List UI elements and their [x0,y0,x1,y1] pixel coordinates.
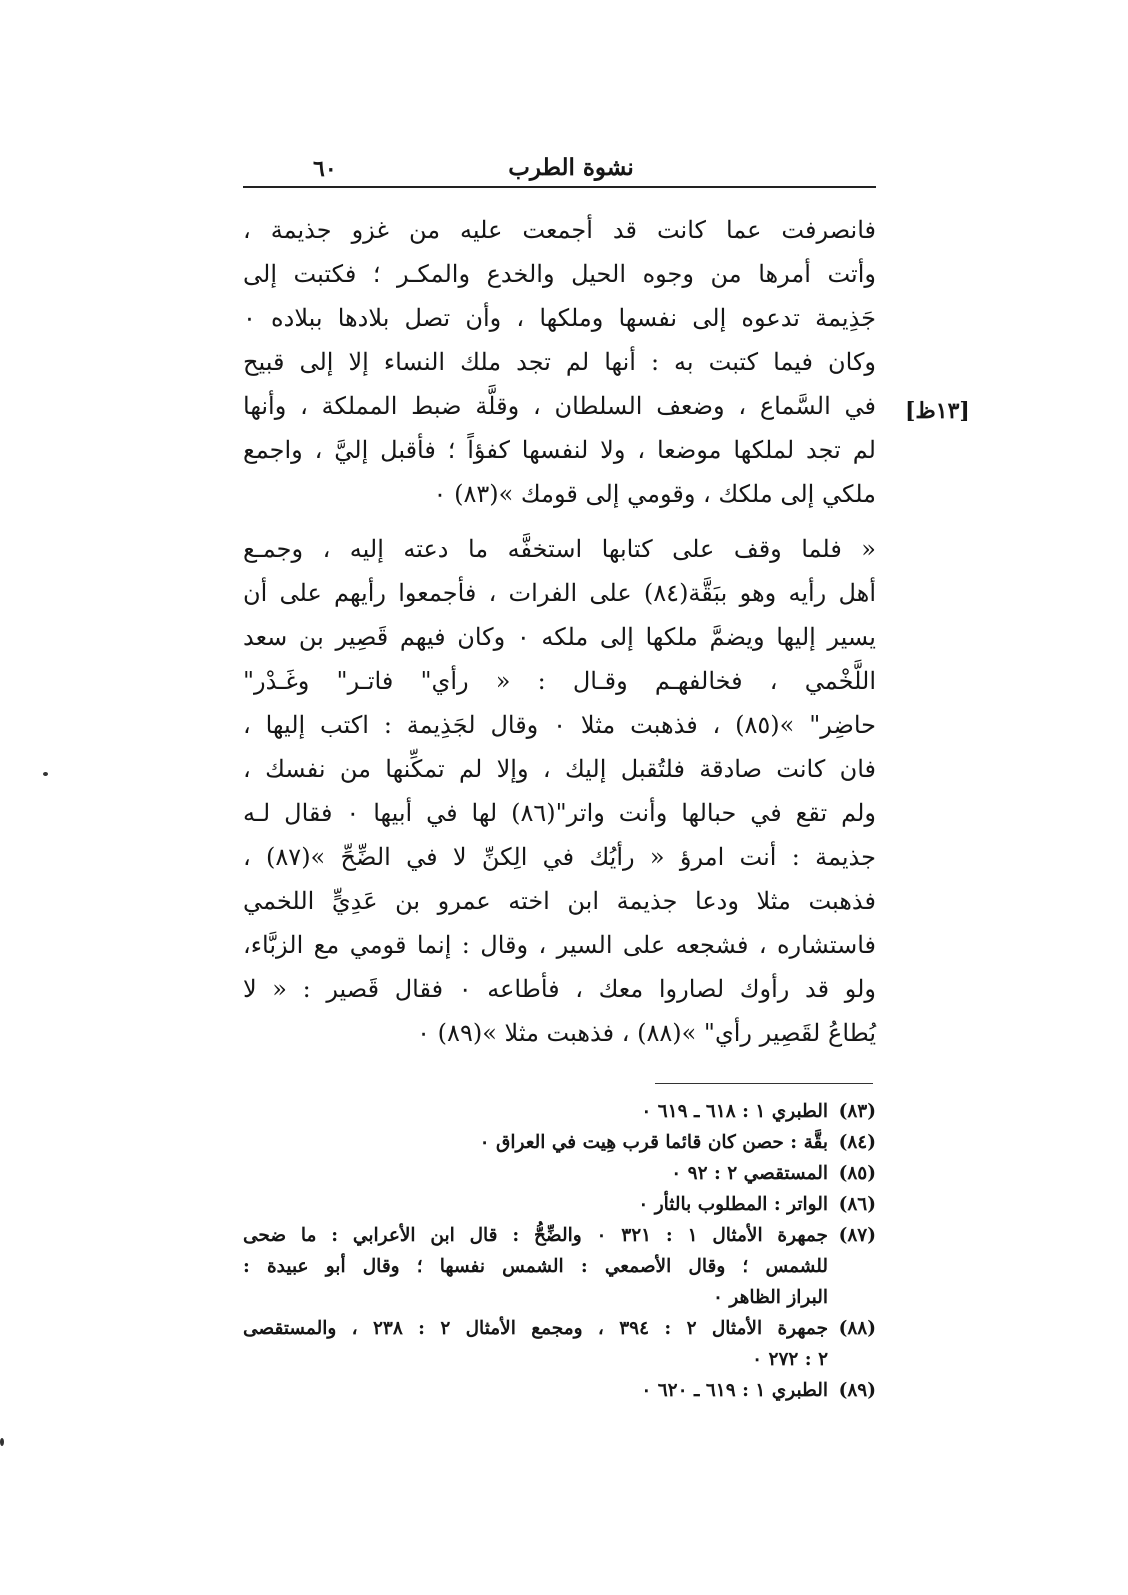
footnote-number: (٨٨) [838,1318,876,1339]
text-line: فان كانت صادقة فلتُقبل إليك ، وإلا لم تمكِّنها من نفسك ، [243,755,876,783]
footnote-number: (٨٧) [838,1225,876,1246]
text-line: جذيمة : أنت امرؤ « رأيُك في الِكنِّ لا في الضِّحِّ »(٨٧) ، [243,843,876,871]
footnote-number: (٨٤) [838,1132,876,1153]
running-title: نشوة الطرب [508,154,634,181]
footnote-line: الطبري ١ : ٦١٨ ـ ٦١٩ ٠ [641,1101,828,1122]
footnote-line: جمهرة الأمثال ١ : ٣٢١ ٠ والضِّحُّ : قال ابن الأعرابي : ما ضحى [243,1225,828,1246]
text-line: يُطاعُ لقَصِير رأي" »(٨٨) ، فذهبت مثلا »(٨٩) ٠ [417,1019,876,1047]
footnotes [243,1096,876,1406]
text-line: يسير إليها ويضمَّ ملكها إلى ملكه ٠ وكان فيهم قَصِير بن سعد [243,623,876,651]
body-text [243,208,876,1055]
footnote-text [243,1220,828,1313]
margin-folio-note: [١٣ظ] [905,398,970,424]
text-line: فذهبت مثلا ودعا جذيمة ابن اخته عمرو بن عَدِيٍّ اللخمي [243,887,876,915]
text-line: اللَّخْمي ، فخالفهـم وقـال : « رأي" فاتـر" وغَـدْر" [243,667,876,695]
footnote-line: للشمس ؛ وقال الأصمعي : الشمس نفسها ؛ وقال أبو عبيدة : [243,1256,828,1277]
footnote [243,1096,876,1127]
footnote-number: (٨٦) [838,1194,876,1215]
footnote [243,1313,876,1375]
scan-speck [43,772,48,776]
page-number: ٦٠ [313,156,337,182]
page-header [243,152,876,186]
text-line: وكان فيما كتبت به : أنها لم تجد ملك النساء إلا إلى قبيح [243,348,876,376]
text-line: ولم تقع في حبالها وأنت واتر"(٨٦) لها في أبيها ٠ فقال لـه [243,799,876,827]
footnote-text [243,1096,828,1127]
footnote-text [243,1313,828,1375]
text-line: فانصرفت عما كانت قد أجمعت عليه من غزو جذيمة ، [243,216,876,244]
paragraph-2 [243,527,876,1055]
text-line: « فلما وقف على كتابها استخفَّه ما دعته إليه ، وجمـع [243,535,876,563]
footnote [243,1189,876,1220]
footnote-text [243,1127,828,1158]
text-line: وأتت أمرها من وجوه الحيل والخدع والمكـر ؛ فكتبت إلى [243,260,876,288]
footnote [243,1375,876,1406]
text-line: لم تجد لملكها موضعا ، ولا لنفسها كفؤاً ؛ فأقبل إليَّ ، واجمع [243,436,876,464]
footnote-number: (٨٣) [838,1101,876,1122]
footnote [243,1220,876,1313]
footnote-text [243,1375,828,1406]
footnote-number: (٨٩) [838,1380,876,1401]
text-line: في السَّماع ، وضعف السلطان ، وقلَّة ضبط المملكة ، وأنها [243,392,876,420]
footnote [243,1127,876,1158]
footnote-text [243,1189,828,1220]
footnote-text [243,1158,828,1189]
footnote-line: المستقصي ٢ : ٩٢ ٠ [671,1163,828,1184]
text-line: ملكي إلى ملكك ، وقومي إلى قومك »(٨٣) ٠ [433,480,876,508]
footnote-number: (٨٥) [838,1163,876,1184]
footnote-line: بقَّة : حصن كان قائما قرب هِيت في العراق ٠ [479,1132,828,1153]
paragraph-1 [243,208,876,516]
footnote-line: ٢ : ٢٧٢ ٠ [752,1349,828,1370]
footnote-line: الطبري ١ : ٦١٩ ـ ٦٢٠ ٠ [641,1380,828,1401]
footnote-line: البراز الظاهر ٠ [712,1287,828,1308]
text-line: فاستشاره ، فشجعه على السير ، وقال : إنما قومي مع الزبَّاء، [243,931,876,959]
scan-speck [0,1438,4,1446]
text-line: جَذِيمة تدعوه إلى نفسها وملكها ، وأن تصل بلادها ببلاده ٠ [243,304,876,332]
text-line: أهل رأيه وهو ببَقَّة(٨٤) على الفرات ، فأجمعوا رأيهم على أن [243,579,876,607]
text-line: حاضِر" »(٨٥) ، فذهبت مثلا ٠ وقال لجَذِيمة : اكتب إليها ، [243,711,877,739]
footnote-separator [655,1083,873,1084]
footnote-line: الواتر : المطلوب بالثأر ٠ [638,1194,828,1215]
paragraph-gap [243,516,876,527]
text-line: ولو قد رأوك لصاروا معك ، فأطاعه ٠ فقال قَصير : « لا [243,975,877,1003]
footnote [243,1158,876,1189]
footnote-line: جمهرة الأمثال ٢ : ٣٩٤ ، ومجمع الأمثال ٢ : ٢٣٨ ، والمستقصى [243,1318,829,1339]
header-rule [243,186,876,188]
